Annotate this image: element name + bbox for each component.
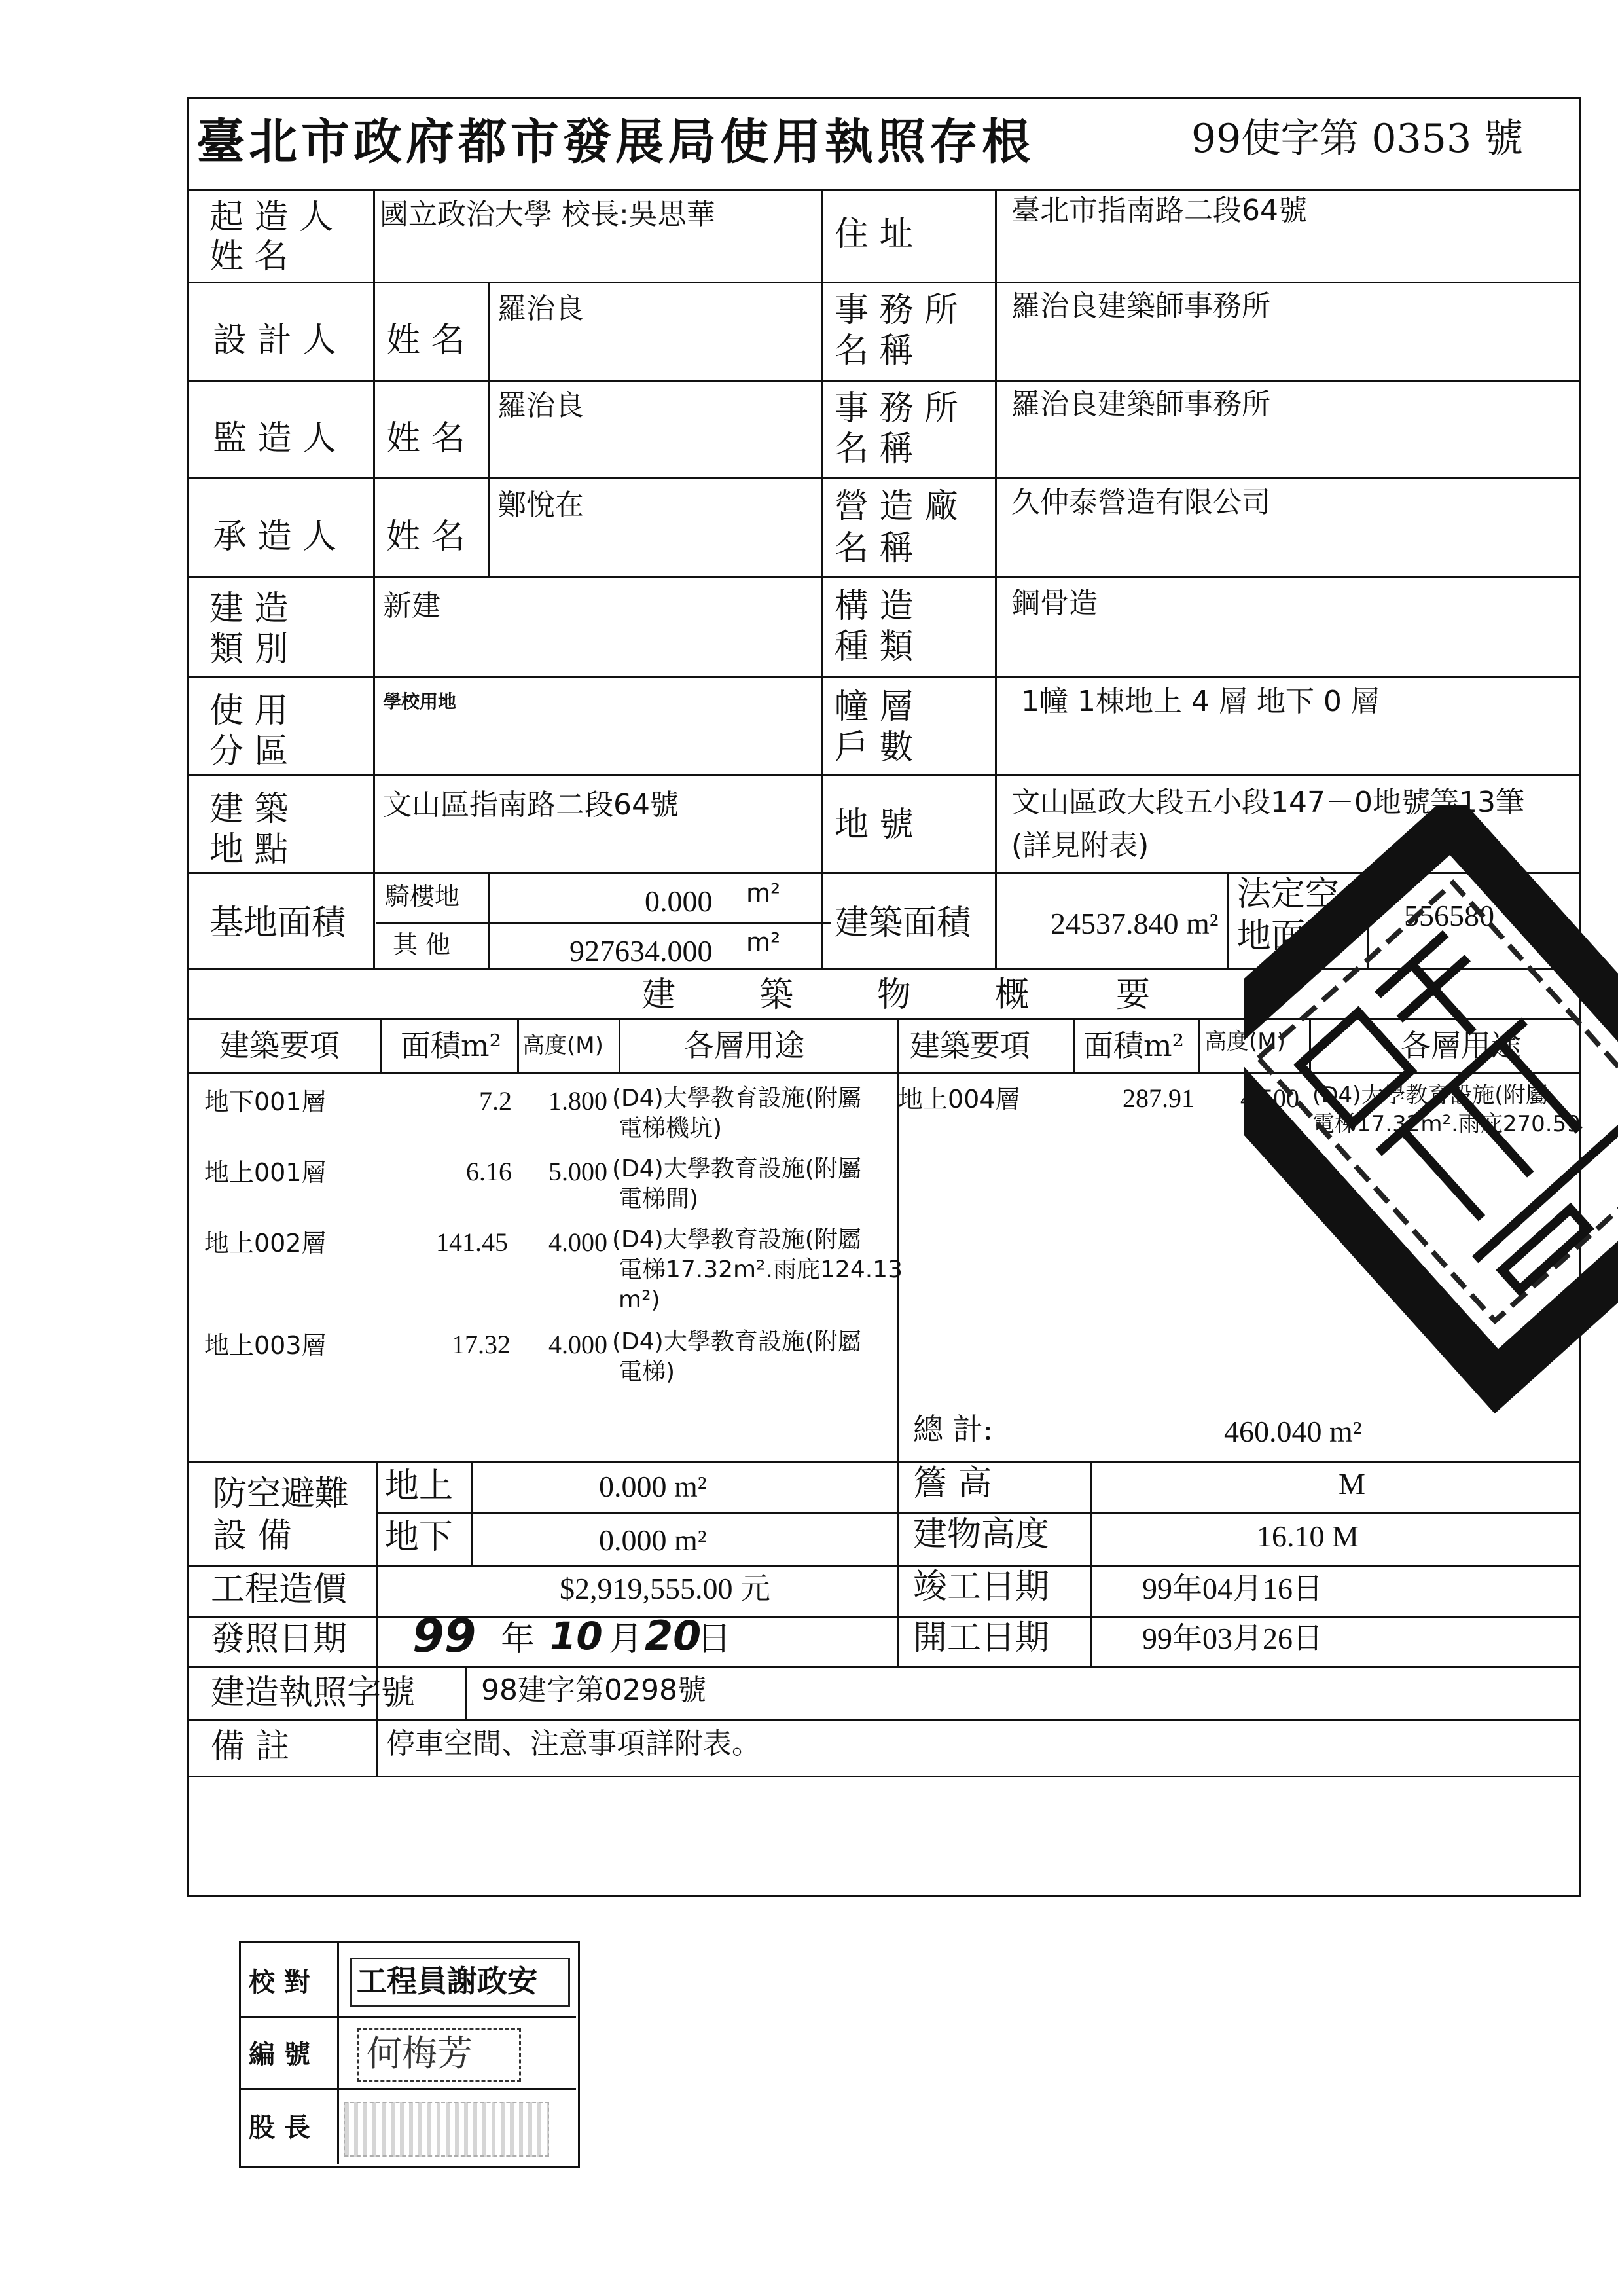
supervisor-name: 羅治良 [497, 389, 584, 422]
rule [187, 477, 1581, 479]
building-area-label: 建築面積 [835, 903, 971, 943]
zoning-label-2: 分 區 [209, 732, 289, 771]
cost-label: 工程造價 [211, 1570, 348, 1609]
eave-label: 簷 高 [913, 1464, 992, 1503]
row-floor: 地上002層 [204, 1229, 327, 1258]
row-use-line: 電梯) [619, 1358, 675, 1385]
col-use-right: 各層用途 [1401, 1028, 1521, 1063]
row-floor: 地上004層 [898, 1085, 1020, 1114]
construction-type-label-1: 建 造 [209, 589, 289, 629]
applicant-label-2: 姓 名 [209, 237, 289, 276]
row-area: 17.32 [452, 1330, 511, 1359]
issue-day: 20 [645, 1612, 702, 1660]
row-use-line: (D4)大學教育設施(附屬 [612, 1156, 861, 1182]
supervisor-name-label: 姓 名 [386, 419, 465, 458]
issue-year: 99 [412, 1609, 476, 1663]
designer-office-label-2: 名 稱 [835, 331, 914, 371]
rule [471, 1461, 473, 1565]
rule [376, 1719, 378, 1776]
shelter-label-2: 設 備 [213, 1516, 292, 1556]
applicant-address: 臺北市指南路二段64號 [1011, 194, 1307, 227]
issue-label: 發照日期 [211, 1620, 348, 1659]
supervisor-office-label-2: 名 稱 [835, 429, 914, 469]
col-item-right: 建築要項 [910, 1028, 1030, 1063]
row-use-line: 電梯17.32m².雨庇270.59 [1312, 1111, 1581, 1137]
signoff-stamp-text: 工程員謝政安 [357, 1963, 537, 1999]
rule [187, 1461, 1581, 1463]
location-label-2: 地 點 [209, 830, 289, 869]
applicant-name: 國立政治大學 校長:吳思華 [380, 198, 715, 231]
rule [488, 282, 490, 576]
summary-title-4: 概 [995, 975, 1030, 1015]
rule [187, 380, 1581, 382]
row-use-line: 電梯17.32m².雨庇124.13 [619, 1256, 903, 1283]
floors-label-2: 戶 數 [835, 728, 914, 767]
start-date: 99年03月26日 [1142, 1622, 1323, 1655]
supervisor-office: 羅治良建築師事務所 [1011, 388, 1270, 421]
row-height: 4.000 [548, 1330, 607, 1359]
summary-title-2: 築 [759, 975, 794, 1015]
col-area-left: 面積m² [401, 1028, 502, 1063]
rule [376, 1512, 1581, 1514]
floors-label-1: 幢 層 [835, 687, 914, 727]
contractor-label: 承 造 人 [213, 517, 337, 556]
rule [187, 282, 1581, 283]
row-use-line: 電梯間) [619, 1186, 699, 1212]
contractor-firm-label-2: 名 稱 [835, 529, 914, 568]
rule [337, 1941, 339, 2164]
rule [187, 774, 1581, 776]
rule [488, 872, 490, 968]
summary-title-1: 建 [641, 975, 676, 1015]
rule [619, 1018, 620, 1072]
row-height: 1.800 [548, 1086, 607, 1116]
designer-name-label: 姓 名 [386, 321, 465, 360]
site-area-label: 基地面積 [209, 903, 346, 943]
building-height-value: 16.10 M [1257, 1520, 1359, 1553]
row-use-line: m²) [619, 1286, 660, 1313]
contractor-firm-label-1: 營 造 廠 [835, 487, 959, 526]
signoff-stamp-text: 何梅芳 [367, 2033, 473, 2074]
rule [187, 576, 1581, 578]
col-area-right: 面積m² [1083, 1028, 1185, 1063]
location-label-1: 建 築 [209, 790, 289, 829]
address-label: 住 址 [835, 215, 914, 254]
remarks-value: 停車空間、注意事項詳附表。 [386, 1727, 761, 1760]
row-height: 4.000 [548, 1228, 607, 1257]
permit-number: 99使字第 0353 號 [1191, 116, 1524, 162]
shelter-above-value: 0.000 m² [599, 1470, 707, 1503]
building-area-value: 24537.840 m² [1051, 907, 1219, 940]
issue-month: 10 [550, 1614, 603, 1658]
lot-label: 地 號 [835, 805, 914, 845]
designer-name: 羅治良 [497, 292, 584, 325]
row-use-line: (D4)大學教育設施(附屬 [1312, 1082, 1548, 1108]
open-space-label-1: 法定空 [1237, 875, 1340, 914]
row-use-line: (D4)大學教育設施(附屬 [612, 1226, 861, 1253]
completion-date: 99年04月16日 [1142, 1572, 1323, 1605]
floors-value: 1幢 1棟地上 4 層 地下 0 層 [1021, 685, 1380, 718]
remarks-label: 備 註 [211, 1727, 290, 1766]
contractor-name: 鄭悅在 [497, 488, 584, 522]
rule [517, 1018, 519, 1072]
designer-office-label-1: 事 務 所 [835, 291, 959, 330]
rule [187, 1719, 1581, 1721]
lot-value-1: 文山區政大段五小段147－0地號等13筆 [1011, 786, 1524, 819]
rule [239, 2016, 576, 2018]
designer-label: 設 計 人 [213, 321, 337, 360]
cost-value: $2,919,555.00 元 [560, 1572, 770, 1605]
row-area: 7.2 [479, 1086, 512, 1116]
supervisor-label: 監 造 人 [213, 419, 337, 458]
signoff-stamp-3 [344, 2102, 549, 2157]
rule [1227, 872, 1229, 968]
col-height-left: 高度(M) [522, 1032, 603, 1059]
structure-label-2: 種 類 [835, 627, 914, 666]
row-floor: 地上003層 [204, 1331, 327, 1360]
contractor-name-label: 姓 名 [386, 517, 465, 556]
total-value: 460.040 m² [1224, 1415, 1362, 1448]
summary-title-3: 物 [877, 975, 912, 1015]
row-use-line: (D4)大學教育設施(附屬 [612, 1085, 861, 1112]
arcade-label: 騎樓地 [385, 882, 460, 911]
rule [1198, 1018, 1200, 1072]
construction-type: 新建 [383, 589, 440, 623]
completion-label: 竣工日期 [913, 1567, 1050, 1607]
row-area: 6.16 [466, 1157, 512, 1186]
rule [187, 676, 1581, 678]
structure-type: 鋼骨造 [1011, 587, 1098, 620]
col-use-left: 各層用途 [684, 1028, 804, 1063]
rule [465, 1666, 467, 1719]
rule [1073, 1018, 1075, 1072]
issue-month-unit: 月 [609, 1620, 643, 1659]
open-space-label-2: 地面積 [1237, 917, 1340, 956]
lot-value-2: (詳見附表) [1011, 829, 1149, 862]
other-value: 927634.000 [569, 934, 713, 968]
signoff-label: 編 號 [249, 2039, 310, 2069]
designer-office: 羅治良建築師事務所 [1011, 289, 1270, 323]
zoning-label-1: 使 用 [209, 691, 289, 731]
zoning-value: 學校用地 [383, 691, 457, 712]
row-height: 5.000 [548, 1157, 607, 1186]
shelter-above-label: 地上 [385, 1467, 454, 1506]
open-space-value: 556580 [1404, 899, 1494, 932]
row-use-line: 電梯機坑) [619, 1115, 723, 1142]
rule [897, 1461, 899, 1666]
summary-title-5: 要 [1116, 975, 1151, 1015]
official-seal [1244, 805, 1618, 1460]
rule [187, 1776, 1581, 1777]
location-value: 文山區指南路二段64號 [383, 788, 679, 822]
rule [187, 1616, 1581, 1618]
start-label: 開工日期 [913, 1618, 1050, 1658]
rule [187, 189, 1581, 191]
applicant-label-1: 起 造 人 [209, 198, 334, 237]
other-label: 其 他 [393, 930, 451, 959]
signoff-label: 股 長 [249, 2112, 310, 2143]
arcade-value: 0.000 [645, 884, 713, 918]
construction-type-label-2: 類 別 [209, 630, 289, 669]
issue-year-unit: 年 [501, 1620, 535, 1659]
contractor-firm: 久仲泰營造有限公司 [1011, 486, 1270, 519]
shelter-label-1: 防空避難 [213, 1474, 350, 1514]
rule [187, 1666, 1581, 1668]
issue-day-unit: 日 [697, 1620, 732, 1659]
total-label: 總 計: [913, 1412, 994, 1447]
rule [995, 189, 997, 968]
shelter-below-label: 地下 [385, 1518, 454, 1557]
row-floor: 地上001層 [204, 1158, 327, 1187]
row-floor: 地下001層 [204, 1087, 327, 1116]
rule [373, 189, 375, 968]
document-title: 臺北市政府都市發展局使用執照存根 [196, 114, 1034, 170]
structure-label-1: 構 造 [835, 587, 914, 626]
rule [380, 1018, 382, 1072]
rule [821, 189, 823, 968]
row-use-line: (D4)大學教育設施(附屬 [612, 1328, 861, 1355]
supervisor-office-label-1: 事 務 所 [835, 389, 959, 428]
arcade-unit: m² [746, 879, 781, 907]
building-permit-label: 建造執照字號 [211, 1673, 416, 1713]
building-height-label: 建物高度 [913, 1515, 1050, 1554]
rule [376, 922, 831, 924]
row-height: 4.500 [1240, 1084, 1299, 1113]
col-height-right: 高度(M) [1204, 1029, 1285, 1055]
row-area: 287.91 [1123, 1084, 1195, 1113]
building-permit-value: 98建字第0298號 [481, 1673, 706, 1707]
rule [239, 2088, 576, 2090]
rule [187, 1565, 1581, 1567]
row-area: 141.45 [436, 1228, 508, 1257]
shelter-below-value: 0.000 m² [599, 1523, 707, 1557]
eave-value: M [1339, 1467, 1365, 1501]
signoff-label: 校 對 [249, 1967, 310, 1997]
other-unit: m² [746, 928, 781, 957]
col-item-left: 建築要項 [219, 1028, 340, 1063]
rule [1090, 1461, 1092, 1666]
